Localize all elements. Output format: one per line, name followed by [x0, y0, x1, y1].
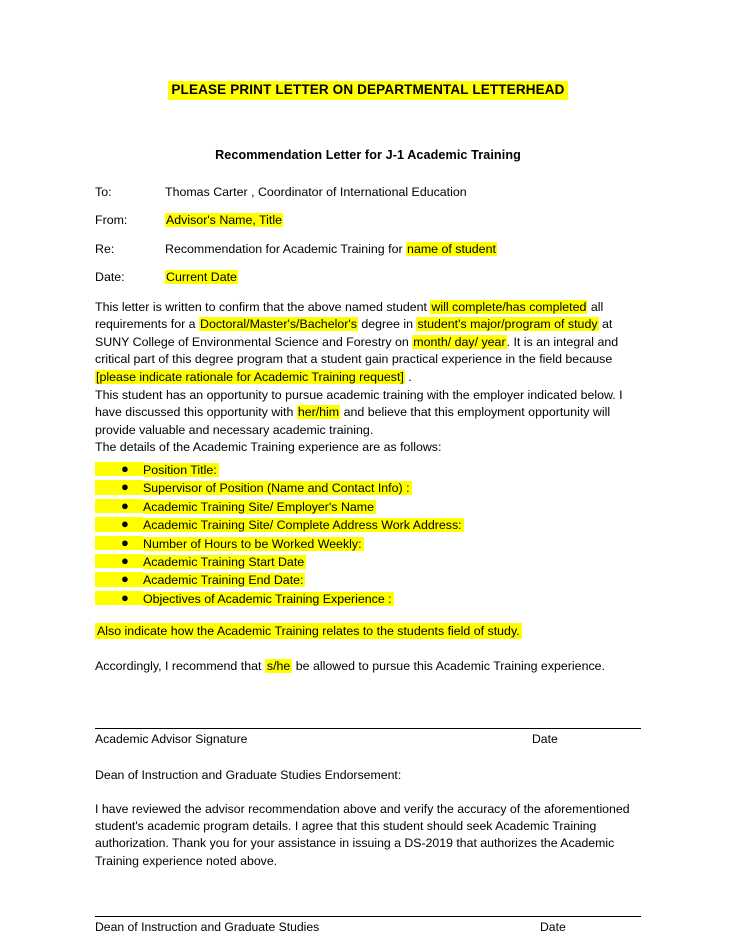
list-item — [95, 571, 641, 588]
letter-meta-block — [95, 185, 641, 286]
detail-objectives: Objectives of Academic Training Experience : — [143, 591, 392, 606]
meta-row-to — [95, 185, 641, 201]
list-item — [95, 535, 641, 552]
dean-signature-rule — [95, 916, 641, 917]
list-item — [95, 479, 641, 496]
dean-signature-row — [95, 920, 641, 937]
detail-start-date: Academic Training Start Date — [143, 555, 305, 570]
advisor-signature-row — [95, 732, 641, 749]
paragraph-accordingly — [95, 658, 641, 674]
detail-employer-name: Academic Training Site/ Employer's Name — [143, 499, 374, 514]
meta-value-date — [165, 270, 641, 286]
student-name-placeholder: name of student — [407, 241, 496, 256]
list-item — [95, 590, 641, 607]
meta-label-to: To: — [95, 184, 112, 199]
completion-status-placeholder: will complete/has completed — [431, 299, 587, 314]
list-item — [95, 498, 641, 515]
bullet-icon: ● — [95, 499, 143, 513]
pronoun-placeholder-her-him: her/him — [297, 405, 340, 420]
paragraph-opportunity — [95, 387, 641, 440]
meta-label-date: Date: — [95, 270, 125, 285]
accordingly-segment-2: be allowed to pursue this Academic Training experience. — [292, 659, 605, 674]
advisor-date-caption: Date — [532, 731, 558, 746]
re-prefix-text: Recommendation for Academic Training for — [165, 241, 407, 256]
p2-segment-1: This student has an opportunity to pursue academic training with the employer indicated below. I have discussed this opportunity with — [95, 387, 623, 420]
rationale-placeholder: [please indicate rationale for Academic Training request] — [96, 369, 404, 384]
degree-level-placeholder: Doctoral/Master's/Bachelor's — [200, 317, 357, 332]
p1-segment-5: . It is an integral and critical part of this degree program that a student gain practical experience in the field because — [95, 334, 619, 367]
list-item — [95, 516, 641, 533]
accordingly-segment-1: Accordingly, I recommend that — [95, 659, 265, 674]
bullet-icon: ● — [95, 462, 143, 476]
p1-segment-6: . — [404, 369, 412, 384]
meta-value-to: Thomas Carter , Coordinator of International Education — [165, 184, 467, 199]
bullet-icon: ● — [95, 572, 143, 586]
detail-position-title: Position Title: — [143, 463, 217, 477]
list-item — [95, 461, 641, 478]
p1-segment-2: all requirements for a — [95, 299, 604, 332]
detail-end-date: Academic Training End Date: — [143, 573, 304, 588]
p1-segment-4: at SUNY College of Environmental Science and Forestry on — [95, 317, 613, 349]
bullet-icon: ● — [95, 517, 143, 531]
letterhead-banner: PLEASE PRINT LETTER ON DEPARTMENTAL LETTERHEAD — [168, 81, 567, 100]
completion-date-placeholder: month/ day/ year — [413, 334, 506, 349]
advisor-signature-caption: Academic Advisor Signature — [95, 731, 248, 746]
list-item — [95, 553, 641, 570]
meta-row-date — [95, 270, 641, 286]
current-date-placeholder: Current Date — [166, 270, 237, 285]
p2-segment-2: and believe that this employment opportunity will provide valuable and necessary academic training. — [95, 405, 611, 437]
paragraph-confirmation — [95, 299, 641, 387]
meta-value-from — [165, 213, 641, 229]
endorsement-label: Dean of Instruction and Graduate Studies Endorsement: — [95, 767, 402, 782]
dean-signature-caption: Dean of Instruction and Graduate Studies — [95, 920, 320, 935]
detail-hours-weekly: Number of Hours to be Worked Weekly: — [143, 536, 362, 551]
major-program-placeholder: student's major/program of study — [417, 317, 598, 332]
meta-row-re — [95, 242, 641, 258]
advisor-signature-rule — [95, 728, 641, 729]
advisor-name-placeholder: Advisor's Name, Title — [166, 213, 282, 228]
dean-date-caption: Date — [540, 920, 566, 935]
p1-segment-1: This letter is written to confirm that the above named student — [95, 299, 431, 314]
pronoun-placeholder-s-he: s/he — [266, 659, 291, 674]
academic-training-details-list — [95, 461, 641, 607]
meta-value-re — [165, 242, 641, 258]
meta-row-from — [95, 213, 641, 229]
bullet-icon: ● — [95, 591, 143, 605]
also-indicate-note: Also indicate how the Academic Training relates to the students field of study. — [97, 624, 520, 639]
meta-label-re: Re: — [95, 241, 115, 256]
page-title: Recommendation Letter for J-1 Academic Training — [215, 147, 521, 162]
paragraph-details-intro: The details of the Academic Training experience are as follows: — [95, 440, 442, 455]
endorsement-body: I have reviewed the advisor recommendation above and verify the accuracy of the aforementioned student's academic program details. I agree that this student should seek Academic Training authorization. Thank you for your assistance in issuing a DS-2019 that authorizes the Academic Training experience noted above. — [95, 801, 630, 868]
bullet-icon: ● — [95, 554, 143, 568]
detail-supervisor: Supervisor of Position (Name and Contact Info) : — [143, 481, 410, 496]
bullet-icon: ● — [95, 536, 143, 550]
also-indicate-row — [95, 623, 641, 639]
banner-row — [95, 0, 641, 100]
detail-work-address: Academic Training Site/ Complete Address Work Address: — [143, 518, 462, 533]
meta-label-from: From: — [95, 213, 128, 228]
bullet-icon: ● — [95, 480, 143, 494]
p1-segment-3: degree in — [357, 317, 417, 332]
